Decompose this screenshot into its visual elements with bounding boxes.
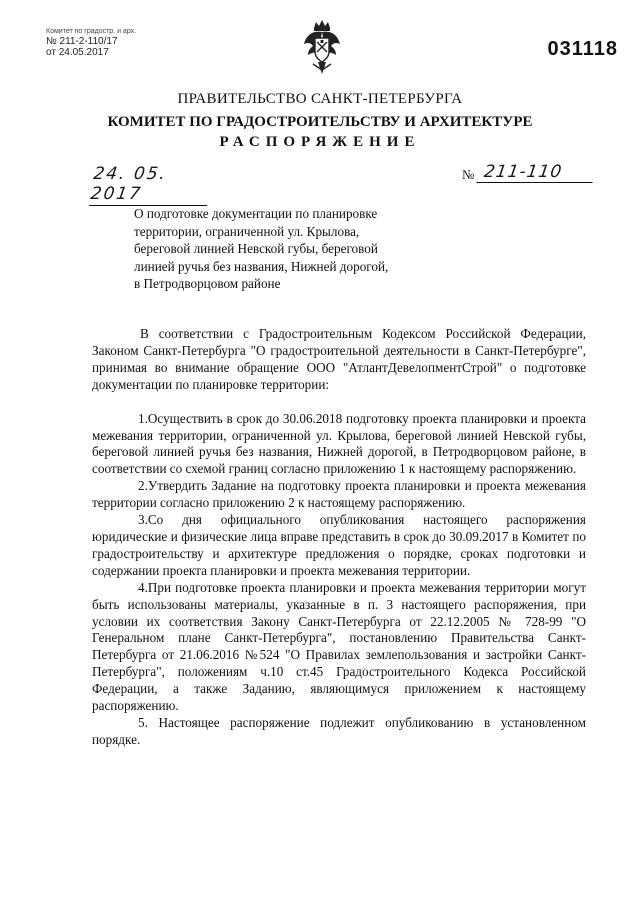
order-item-4: 4.При подготовке проекта планировки и проекта межевания территории могут быть использованы материалы, указанные в п. 3 настоящего распоряжения, при условии их соответствия Закону Санкт-Петербурга от 22.12.2005 № 728-99 "О Генеральном плане Санкт-Петербурга", постановлению Правительства Санкт-Петербурга от 21.06.2016 №524 "О Правилах землепользования и застройки Санкт-Петербурга", положениям ч.10 ст.45 Градостроительного Кодекса Российской Федерации, а также Заданию, являющимуся приложением к настоящему распоряжению. <box>92 579 586 714</box>
committee-header: КОМИТЕТ ПО ГРАДОСТРОИТЕЛЬСТВУ И АРХИТЕКТУРЕ <box>107 114 533 130</box>
order-body <box>92 326 586 749</box>
order-number-value: 211-110 <box>476 162 595 183</box>
subject-line: в Петродворцовом районе <box>134 276 281 292</box>
coat-of-arms-icon <box>302 18 342 76</box>
order-subject <box>134 205 454 293</box>
order-item-2: 2.Утвердить Задание на подготовку проекта планировки и проекта межевания территории согласно приложению 2 к настоящему распоряжению. <box>92 478 586 511</box>
subject-line: О подготовке документации по планировке <box>134 206 378 221</box>
document-type-title: РАСПОРЯЖЕНИЕ <box>219 134 421 150</box>
stamp-header: Комитет по градостр. и арх. <box>46 28 137 35</box>
preamble-paragraph: В соответствии с Градостроительным Кодексом Российской Федерации, Законом Санкт-Петербурга "О градостроительной деятельности в Санкт-Петербурге", принимая во внимание обращение ООО "АтлантДевелопментСтрой" о подготовке документации по планировке территории: <box>92 326 586 392</box>
stamp-reg-date: от 24.05.2017 <box>46 47 109 58</box>
subject-line: береговой линией Невской губы, береговой <box>134 241 378 257</box>
government-header: ПРАВИТЕЛЬСТВО САНКТ-ПЕТЕРБУРГА <box>177 91 463 107</box>
order-item-5: 5. Настоящее распоряжение подлежит опубликованию в установленном порядке. <box>92 714 586 747</box>
order-item-1: 1.Осуществить в срок до 30.06.2018 подготовку проекта планировки и проекта межевания территории, ограниченной ул. Крылова, береговой линией Невской губы, береговой линией ручья без названия, Нижней дорогой, в Петродворцовом районе, в соответствии со схемой границ согласно приложению 1 к настоящему распоряжению. <box>92 410 586 477</box>
order-date: 24. 05. 2017 <box>89 164 213 206</box>
order-number <box>462 162 594 183</box>
subject-line: линией ручья без названия, Нижней дорогой, <box>134 258 389 274</box>
subject-line: территории, ограниченной ул. Крылова, <box>134 223 360 239</box>
order-item-3: 3.Со дня официального опубликования настоящего распоряжения юридические и физические лица вправе представить в срок до 30.09.2017 в Комитет по градостроительству и архитектуре предложения о порядке, сроках подготовки и содержании проекта планировки и проекта межевания территории. <box>92 512 586 578</box>
number-sign: № <box>462 167 475 182</box>
document-serial-number: 031118 <box>547 38 618 60</box>
registration-stamp <box>46 27 166 58</box>
stamp-reg-number: № 211-2-110/17 <box>46 36 118 47</box>
